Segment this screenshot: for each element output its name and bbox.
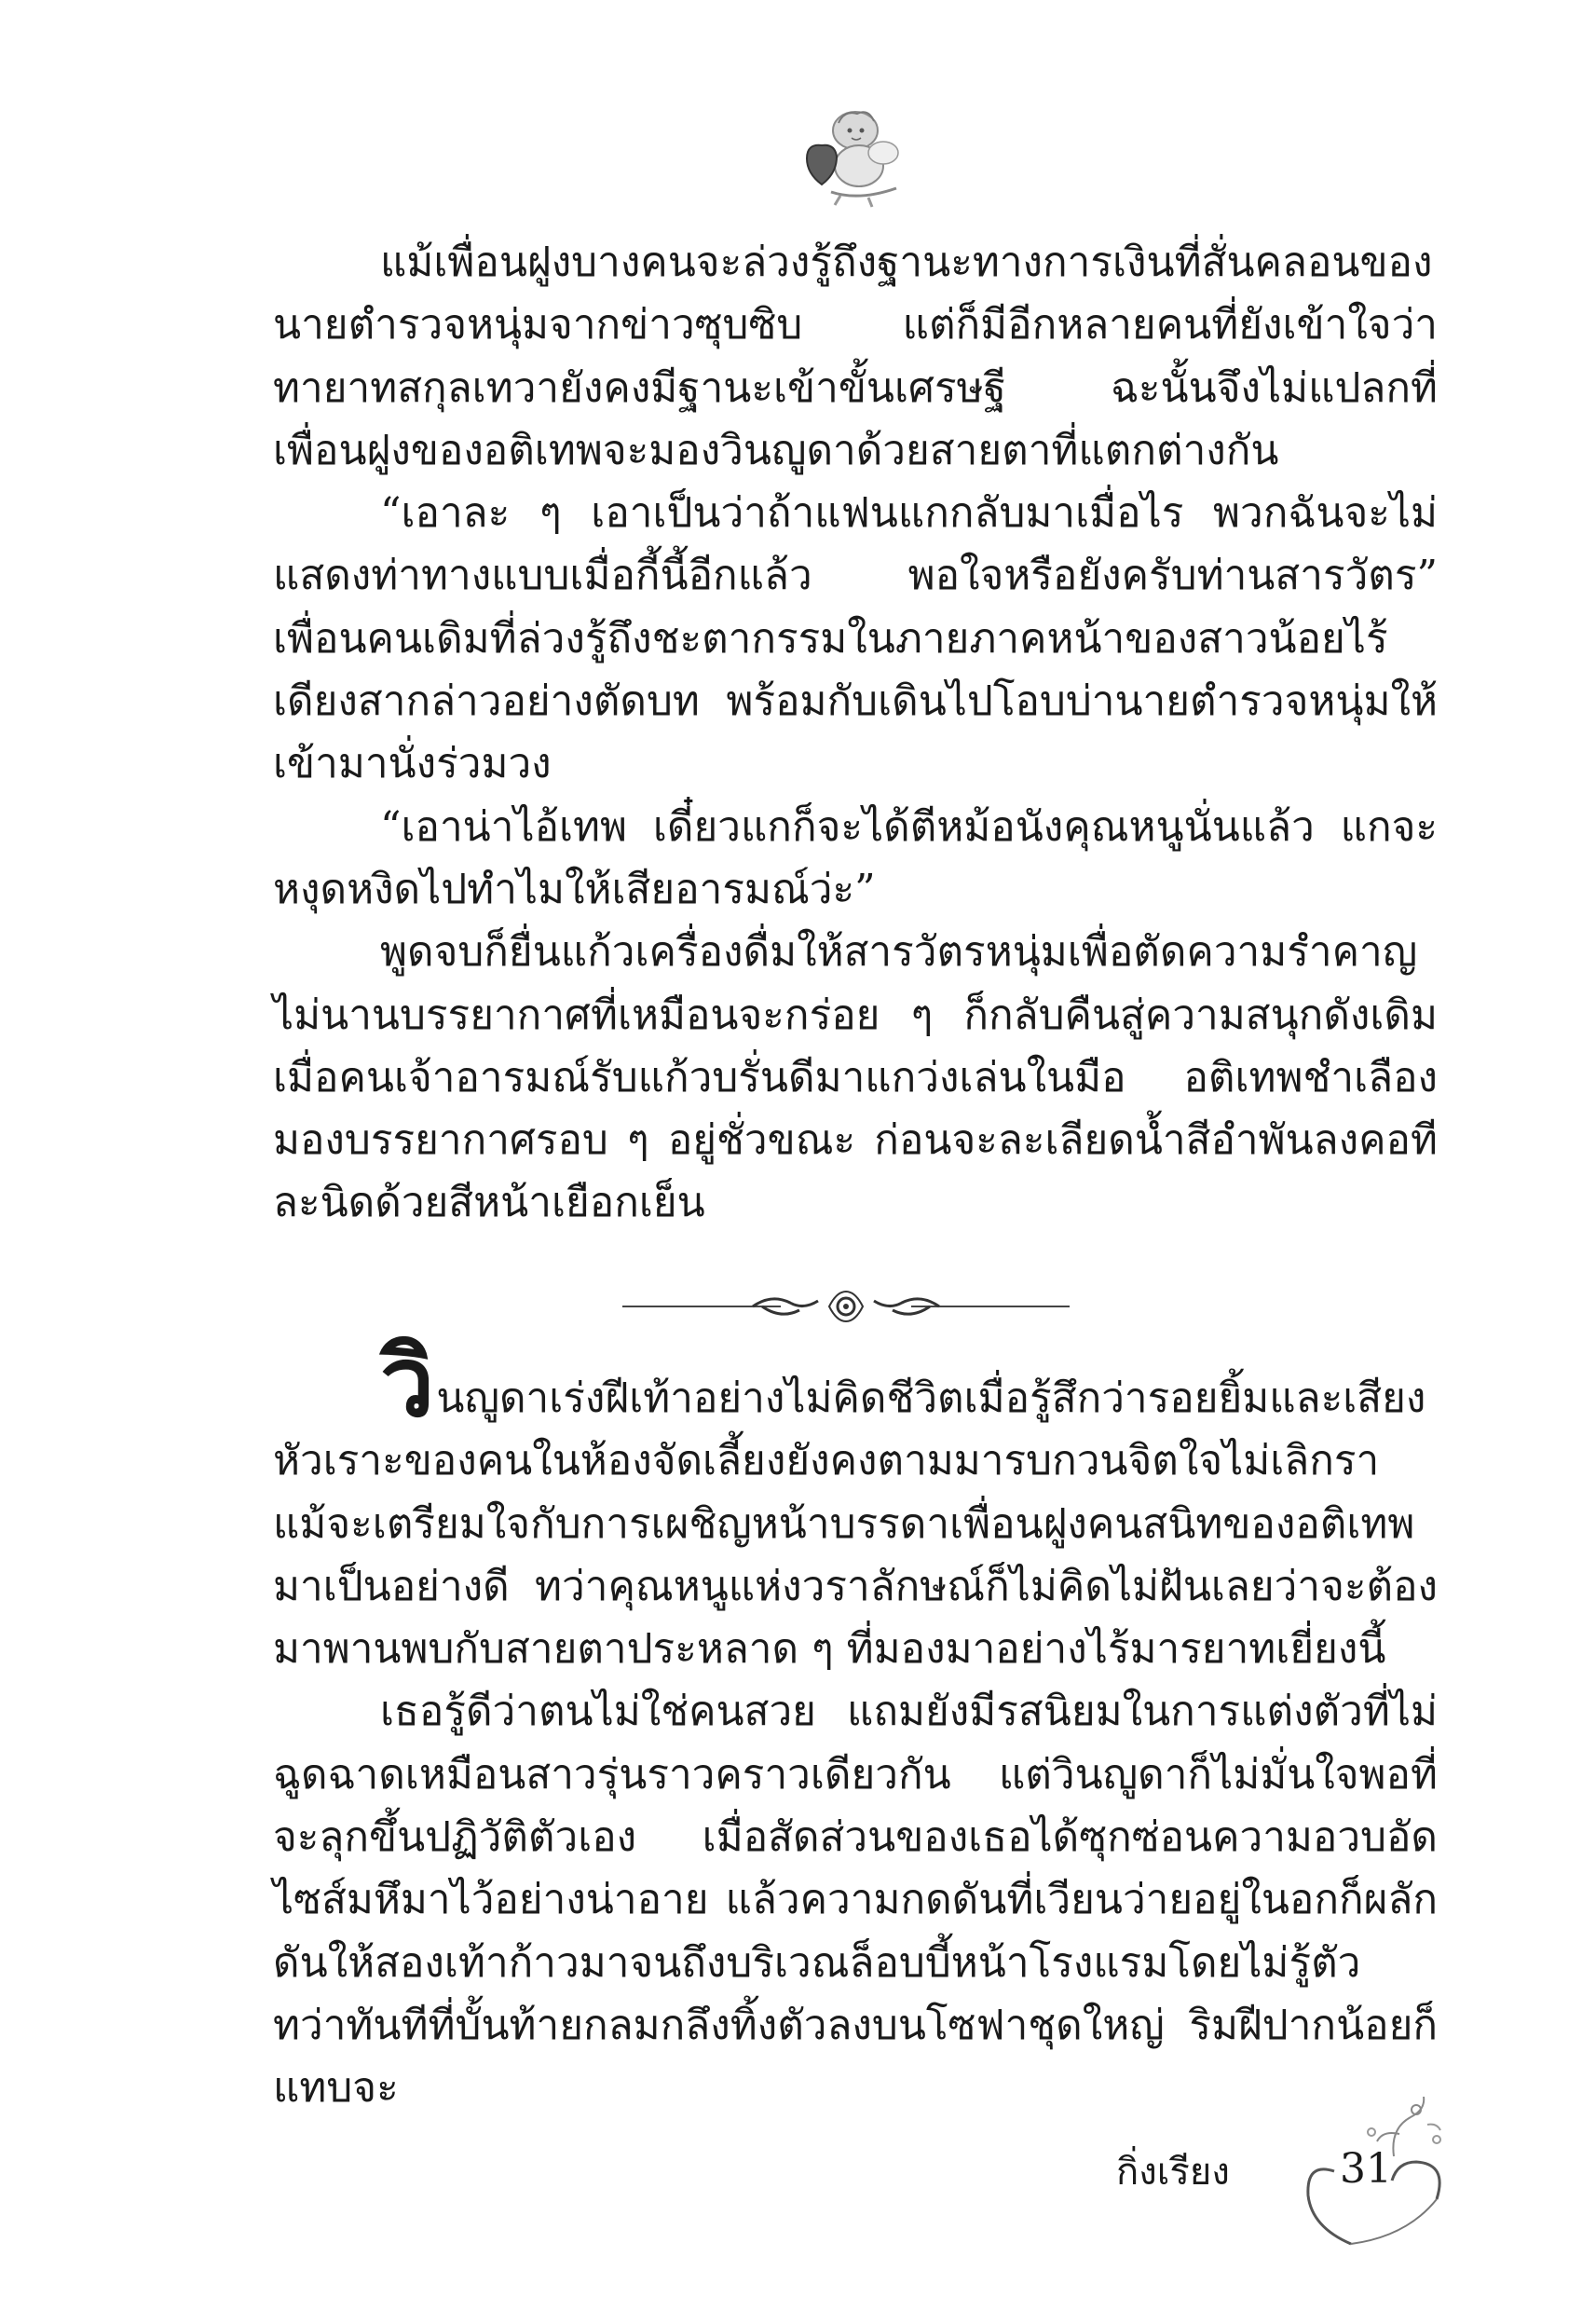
section-2-text <box>273 1324 1438 2120</box>
scene-divider-ornament-icon <box>622 1279 1070 1334</box>
paragraph: “เอาละ ๆ เอาเป็นว่าถ้าแฟนแกกลับมาเมื่อไร พวกฉันจะไม่แสดงท่าทางแบบเมื่อกี้นี้อีกแล้ว พอใจหรือยังครับท่านสารวัตร” เพื่อนคนเดิมที่ล่วงรู้ถึงชะตากรรมในภายภาคหน้าของสาวน้อยไร้เดียงสากล่าวอย่างตัดบท พร้อมกับเดินไปโอบบ่านายตำรวจหนุ่มให้เข้ามานั่งร่วมวง <box>273 489 1438 788</box>
paragraph: “เอาน่าไอ้เทพ เดี๋ยวแกก็จะได้ตีหม้อนังคุณหนูนั่นแล้ว แกจะหงุดหงิดไปทำไมให้เสียอารมณ์ว่ะ” <box>273 802 1438 913</box>
paragraph-text: นญูดาเร่งฝีเท้าอย่างไม่คิดชีวิตเมื่อรู้สึกว่ารอยยิ้มและเสียงหัวเราะของคนในห้องจัดเลี้ยงยังคงตามมารบกวนจิตใจไม่เลิกรา แม้จะเตรียมใจกับการเผชิญหน้าบรรดาเพื่อนฝูงคนสนิทของอติเทพมาเป็นอย่างดี ทว่าคุณหนูแห่งวราลักษณ์ก็ไม่คิดไม่ฝันเลยว่าจะต้องมาพานพบกับสายตาประหลาด ๆ ที่มองมาอย่างไร้มารยาทเยี่ยงนี้ <box>273 1374 1438 1674</box>
author-name: กิ่งเรียง <box>1116 2151 1230 2194</box>
paragraph: พูดจบก็ยื่นแก้วเครื่องดื่มให้สารวัตรหนุ่มเพื่อตัดความรำคาญ ไม่นานบรรยากาศที่เหมือนจะกร่อย ๆ ก็กลับคืนสู่ความสนุกดังเดิม เมื่อคนเจ้าอารมณ์รับแก้วบรั่นดีมาแกว่งเล่นในมือ อติเทพชำเลืองมองบรรยากาศรอบ ๆ อยู่ชั่วขณะ ก่อนจะละเลียดน้ำสีอำพันลงคอทีละนิดด้วยสีหน้าเยือกเย็น <box>273 928 1438 1227</box>
drop-cap: วิ <box>380 1324 435 1439</box>
paragraph: เธอรู้ดีว่าตนไม่ใช่คนสวย แถมยังมีรสนิยมในการแต่งตัวที่ไม่ฉูดฉาดเหมือนสาวรุ่นราวคราวเดียวกัน แต่วินญูดาก็ไม่มั่นใจพอที่จะลุกขึ้นปฏิวัติตัวเอง เมื่อสัดส่วนของเธอได้ซุกซ่อนความอวบอัดไซส์มหึมาไว้อย่างน่าอาย แล้วความกดดันที่เวียนว่ายอยู่ในอกก็ผลักดันให้สองเท้าก้าวมาจนถึงบริเวณล็อบบี้หน้าโรงแรมโดยไม่รู้ตัว ทว่าทันทีที่บั้นท้ายกลมกลึงทิ้งตัวลงบนโซฟาชุดใหญ่ ริมฝีปากน้อยก็แทบจะ <box>273 1688 1438 2113</box>
paragraph: แม้เพื่อนฝูงบางคนจะล่วงรู้ถึงฐานะทางการเงินที่สั่นคลอนของนายตำรวจหนุ่มจากข่าวซุบซิบ แต่ก็มีอีกหลายคนที่ยังเข้าใจว่าทายาทสกุลเทวายังคงมีฐานะเข้าขั้นเศรษฐี ฉะนั้นจึงไม่แปลกที่เพื่อนฝูงของอติเทพจะมองวินญูดาด้วยสายตาที่แตกต่างกัน <box>273 239 1438 474</box>
paragraph-with-drop-cap <box>273 1324 1438 1680</box>
section-1-text <box>273 231 1438 1235</box>
page-number: 31 <box>1340 2145 1392 2193</box>
cherub-ornament-icon <box>794 103 906 212</box>
